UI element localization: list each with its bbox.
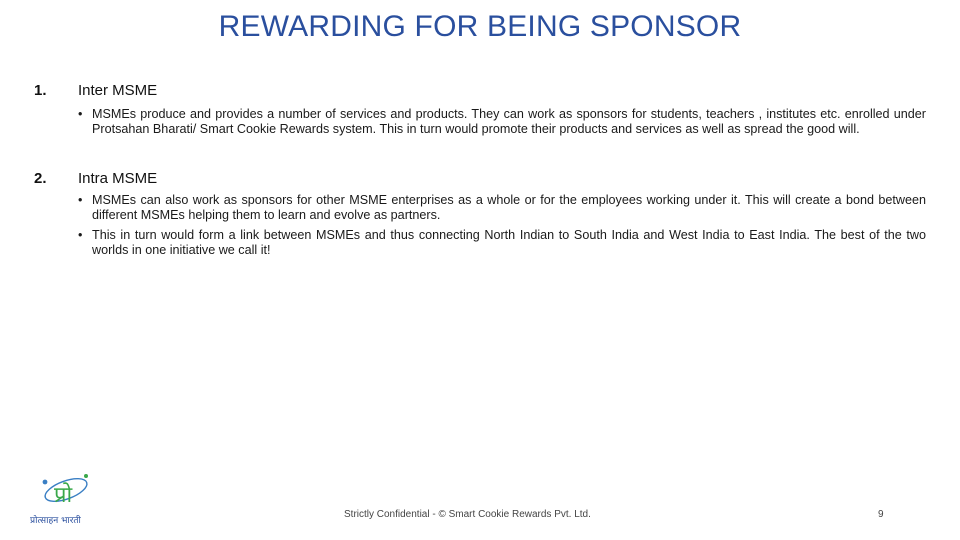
bullet-icon: • bbox=[78, 193, 83, 207]
logo-caption: प्रोत्साहन भारती bbox=[30, 516, 81, 526]
logo-dot bbox=[84, 474, 88, 478]
bullet-text: This in turn would form a link between MSMEs and thus connecting North Indian to South India and West India to East India. The best of the two worlds in one initiative we call it! bbox=[92, 228, 926, 257]
section-number-1: 1. bbox=[34, 82, 47, 99]
protsahan-bharati-logo bbox=[28, 470, 112, 528]
bullet-list-inter-msme bbox=[78, 107, 926, 142]
section-heading-intra-msme: Intra MSME bbox=[78, 170, 158, 187]
logo-dot bbox=[43, 480, 48, 485]
section-number-2: 2. bbox=[34, 170, 47, 187]
bullet-text: MSMEs can also work as sponsors for other MSME enterprises as a whole or for the employees working under it. This will create a bond between different MSMEs helping them to learn and evolve as partners. bbox=[92, 193, 926, 222]
logo-glyph: प्रो bbox=[54, 483, 73, 508]
list-item bbox=[78, 228, 926, 258]
slide-title: REWARDING FOR BEING SPONSOR bbox=[218, 10, 742, 43]
bullet-icon: • bbox=[78, 228, 83, 242]
bullet-text: MSMEs produce and provides a number of services and products. They can work as sponsors for students, teachers , institutes etc. enrolled under Protsahan Bharati/ Smart Cookie Rewards system. This in turn would promote their products and services as well as spread the good will. bbox=[92, 107, 926, 136]
page-number: 9 bbox=[878, 509, 884, 520]
bullet-icon: • bbox=[78, 107, 83, 121]
list-item bbox=[78, 107, 926, 137]
bullet-list-intra-msme bbox=[78, 193, 926, 263]
footer-confidential: Strictly Confidential - © Smart Cookie Rewards Pvt. Ltd. bbox=[344, 509, 591, 520]
section-heading-inter-msme: Inter MSME bbox=[78, 82, 158, 99]
list-item bbox=[78, 193, 926, 223]
